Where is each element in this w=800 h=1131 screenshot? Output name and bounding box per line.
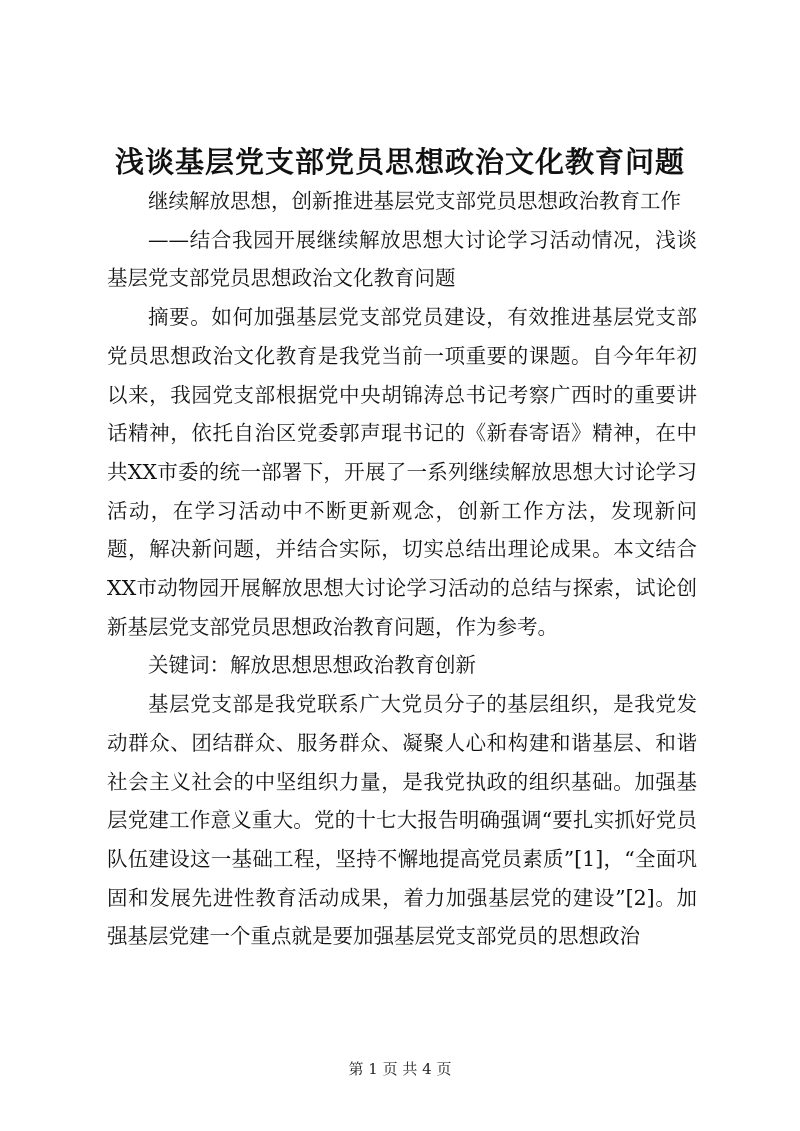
document-body xyxy=(107,182,697,956)
body-paragraph: 基层党支部是我党联系广大党员分子的基层组织，是我党发动群众、团结群众、服务群众、凝聚人心和构建和谐基层、和谐社会主义社会的中坚组织力量，是我党执政的组织基础。加强基层党建工作意义重大。党的十七大报告明确强调“要扎实抓好党员队伍建设这一基础工程，坚持不懈地提高党员素质”[1]，“全面巩固和发展先进性教育活动成果，着力加强基层党的建设”[2]。加强基层党建一个重点就是要加强基层党支部党员的思想政治 xyxy=(107,692,697,949)
document-title: 浅谈基层党支部党员思想政治文化教育问题 xyxy=(114,145,685,179)
keywords-paragraph: 关键词：解放思想思想政治教育创新 xyxy=(148,653,476,678)
subtitle-continuation-paragraph: ——结合我园开展继续解放思想大讨论学习活动情况，浅谈基层党支部党员思想政治文化教育问题 xyxy=(107,227,697,291)
subtitle-paragraph: 继续解放思想，创新推进基层党支部党员思想政治教育工作 xyxy=(148,189,681,213)
page-number-footer: 第 1 页 共 4 页 xyxy=(348,1060,452,1078)
abstract-paragraph: 摘要。如何加强基层党支部党员建设，有效推进基层党支部党员思想政治文化教育是我党当前一项重要的课题。自今年年初以来，我园党支部根据党中央胡锦涛总书记考察广西时的重要讲话精神，依托自治区党委郭声琨书记的《新春寄语》精神，在中共XX市委的统一部署下，开展了一系列继续解放思想大讨论学习活动，在学习活动中不断更新观念，创新工作方法，发现新问题，解决新问题，并结合实际，切实总结出理论成果。本文结合XX市动物园开展解放思想大讨论学习活动的总结与探索，试论创新基层党支部党员思想政治教育问题，作为参考。 xyxy=(107,305,697,639)
